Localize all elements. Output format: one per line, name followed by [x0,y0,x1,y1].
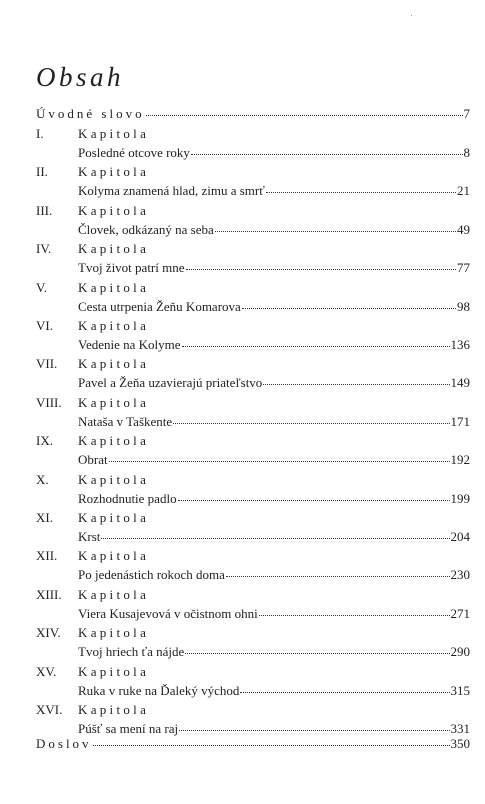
chapter-page: 149 [450,375,470,391]
chapter-word: Kapitola [78,318,150,333]
printing-dot [411,15,412,16]
chapter-word: Kapitola [78,663,150,679]
toc-intro-entry [36,104,470,123]
chapter-number: XVI. [36,702,63,717]
toc-chapter-entry [36,508,470,546]
leader-dots [186,268,456,270]
chapter-page: 136 [450,337,470,352]
toc-chapter-entry [36,162,470,200]
leader-dots [263,383,449,385]
chapter-page: 290 [450,644,470,660]
toc-chapter-entry [36,623,470,661]
chapter-page: 315 [450,682,470,698]
toc-outro-page: 350 [450,736,470,751]
toc-chapter-entry [36,585,470,623]
chapter-title: Pavel a Žeňa uzavierajú priateľstvo [78,375,263,391]
chapter-title: Viera Kusajevová v očistnom ohni [78,605,258,621]
leader-dots [109,460,450,462]
leader-dots [191,153,463,155]
chapter-title: Človek, odkázaný na seba [78,221,214,237]
chapter-word: Kapitola [78,356,150,372]
chapter-page: 204 [450,529,470,544]
chapter-word: Kapitola [78,241,150,257]
toc-outro-entry [36,734,470,753]
chapter-title: Obrat [78,452,108,468]
leader-dots [259,614,450,616]
chapter-title: Kolyma znamená hlad, zimu a smrť [78,183,265,199]
leader-dots [266,191,456,193]
toc-intro-page: 7 [463,106,470,121]
chapter-title: Po jedenástich rokoch doma [78,567,225,583]
chapter-word: Kapitola [78,394,150,410]
leader-dots [146,114,463,116]
toc-chapter-entry [36,431,470,469]
chapter-number: XII. [36,548,58,564]
chapter-title: Cesta utrpenia Žeňu Komarova [78,298,241,314]
chapter-number: VIII. [36,394,62,410]
chapter-number: II. [36,164,48,180]
chapter-number: XV. [36,663,57,679]
chapter-page: 171 [450,413,470,429]
chapter-number: VI. [36,318,53,333]
chapter-word: Kapitola [78,625,150,641]
chapter-word: Kapitola [78,586,150,602]
toc-chapter-entry [36,470,470,508]
chapter-word: Kapitola [78,548,150,564]
chapter-word: Kapitola [78,702,150,717]
leader-dots [215,230,456,232]
leader-dots [179,729,449,731]
chapter-word: Kapitola [78,279,150,295]
chapter-title: Posledné otcove roky [78,145,190,160]
leader-dots [173,422,449,424]
chapter-number: I. [36,126,44,141]
chapter-word: Kapitola [78,510,150,525]
chapter-page: 49 [457,221,470,237]
toc-chapter-entry [36,546,470,584]
chapter-page: 8 [463,145,470,160]
toc-chapter-entry [36,662,470,700]
toc-chapter-entry [36,124,470,162]
chapter-title: Krst [78,529,101,544]
toc-chapter-entry [36,239,470,277]
chapter-page: 230 [450,567,470,583]
chapter-word: Kapitola [78,471,150,487]
chapter-number: IX. [36,433,53,449]
leader-dots [101,537,449,539]
leader-dots [185,652,449,654]
toc-intro-label: Úvodné slovo [36,106,145,121]
chapter-title: Nataša v Taškente [78,413,173,429]
chapter-title: Tvoj hriech ťa nájde [78,644,185,660]
page-title: Obsah [36,62,125,92]
chapter-word: Kapitola [78,126,150,141]
chapter-number: XIV. [36,625,61,641]
chapter-title: Púšť sa mení na raj [78,721,179,736]
chapter-title: Rozhodnutie padlo [78,490,177,506]
toc-chapter-entry [36,316,470,354]
toc-chapter-entry [36,393,470,431]
leader-dots [226,575,450,577]
toc-chapter-entry [36,201,470,239]
chapter-page: 271 [450,605,470,621]
chapter-page: 192 [450,452,470,468]
leader-dots [242,307,456,309]
chapter-number: IV. [36,241,52,257]
chapter-number: III. [36,202,53,218]
chapter-page: 21 [457,183,470,199]
chapter-title: Vedenie na Kolyme [78,337,181,352]
chapter-page: 77 [457,260,470,276]
chapter-page: 199 [450,490,470,506]
chapter-number: XI. [36,510,53,525]
leader-dots [182,345,450,347]
chapter-number: XIII. [36,586,62,602]
leader-dots [93,744,450,746]
leader-dots [240,691,449,693]
chapter-number: VII. [36,356,58,372]
chapter-number: X. [36,471,49,487]
chapter-word: Kapitola [78,433,150,449]
toc-chapter-entry [36,700,470,738]
chapter-title: Tvoj život patrí mne [78,260,185,276]
toc-chapter-entry [36,354,470,392]
chapter-number: V. [36,279,47,295]
chapter-page: 331 [450,721,470,736]
chapter-word: Kapitola [78,164,150,180]
chapter-word: Kapitola [78,202,150,218]
toc-outro-label: Doslov [36,736,92,751]
leader-dots [178,499,450,501]
chapter-title: Ruka v ruke na Ďaleký východ [78,682,240,698]
chapter-page: 98 [457,298,470,314]
toc-chapter-entry [36,278,470,316]
